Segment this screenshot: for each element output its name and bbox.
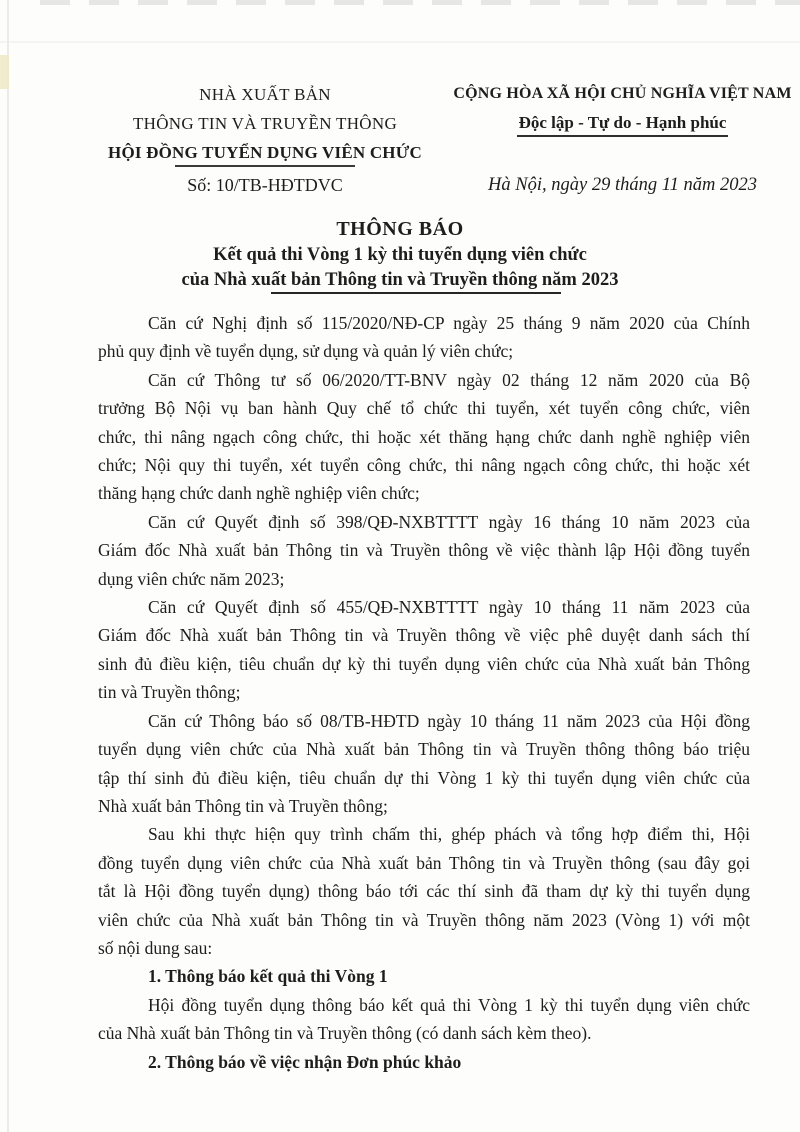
council-underline <box>175 165 355 167</box>
paragraph-line: tập thí sinh đủ điều kiện, tiêu chuẩn dự thi Vòng 1 kỳ thi tuyển dụng viên chức của <box>98 767 750 788</box>
paragraph-line: Căn cứ Thông tư số 06/2020/TT-BNV ngày 02 tháng 12 năm 2020 của Bộ <box>148 369 750 390</box>
title-line2-post: m 2023 <box>561 270 619 290</box>
issuing-org-block <box>90 84 440 196</box>
paragraph-line: Căn cứ Quyết định số 398/QĐ-NXBTTTT ngày 16 tháng 10 năm 2023 của <box>148 511 750 532</box>
paragraph-line: trưởng Bộ Nội vụ ban hành Quy chế tổ chức thi tuyển, xét tuyển công chức, viên <box>98 398 750 419</box>
paragraph-line: tuyển dụng viên chức của Nhà xuất bản Thông tin và Truyền thông thông báo triệu <box>98 739 750 760</box>
place-and-date: Hà Nội, ngày 29 tháng 11 năm 2023 <box>488 175 757 195</box>
paragraph-line: số nội dung sau: <box>98 937 213 958</box>
national-header-block <box>450 84 795 197</box>
section-heading: 1. Thông báo kết quả thi Vòng 1 <box>148 966 388 987</box>
scan-artifact-streak <box>0 41 800 43</box>
title-line2 <box>0 268 800 293</box>
paragraph-line: chức, thi nâng ngạch công chức, thi hoặc xét thăng hạng chức danh nghề nghiệp viên <box>98 426 750 447</box>
title-line1: Kết quả thi Vòng 1 kỳ thi tuyển dụng viên chức <box>213 245 587 265</box>
scan-artifact-yellow-mark <box>0 55 9 89</box>
paragraph-line: chức; Nội quy thi tuyển, xét tuyển công chức, thi nâng ngạch công chức, thi hoặc xét <box>98 455 750 476</box>
document-number: Số: 10/TB-HĐTDVC <box>187 175 343 195</box>
paragraph-line: dụng viên chức năm 2023; <box>98 568 285 589</box>
paragraph-line: phủ quy định về tuyển dụng, sử dụng và quản lý viên chức; <box>98 341 514 362</box>
paragraph-line: Căn cứ Thông báo số 08/TB-HĐTD ngày 10 tháng 11 năm 2023 của Hội đồng <box>148 710 750 731</box>
national-motto: Độc lập - Tự do - Hạnh phúc <box>517 112 729 137</box>
title-line2-underlined: ất bản Thông tin và Truyền thông nă <box>271 270 561 294</box>
title-label: THÔNG BÁO <box>336 218 464 240</box>
country-name: CỘNG HÒA XÃ HỘI CHỦ NGHĨA VIỆT NAM <box>453 85 792 102</box>
scan-artifact-top-edge <box>40 0 800 5</box>
scan-artifact-left-edge <box>7 0 9 1132</box>
paragraph-line: Nhà xuất bản Thông tin và Truyền thông; <box>98 795 388 816</box>
paragraph-line: tắt là Hội đồng tuyển dụng) thông báo tới các thí sinh đã tham dự kỳ thi tuyển dụng <box>98 881 750 902</box>
paragraph-line: tin và Truyền thông; <box>98 682 241 703</box>
document-body <box>98 309 750 1076</box>
council-name: HỘI ĐỒNG TUYỂN DỤNG VIÊN CHỨC <box>108 143 422 162</box>
org-name-line1: NHÀ XUẤT BẢN <box>199 85 331 104</box>
paragraph-line: thăng hạng chức danh nghề nghiệp viên chức; <box>98 483 420 504</box>
org-name-line2: THÔNG TIN VÀ TRUYỀN THÔNG <box>132 114 398 133</box>
paragraph-line: Hội đồng tuyển dụng thông báo kết quả thi Vòng 1 kỳ thi tuyển dụng viên chức <box>148 994 750 1015</box>
document-title-block <box>0 216 800 293</box>
paragraph-line: Căn cứ Quyết định số 455/QĐ-NXBTTTT ngày 10 tháng 11 năm 2023 của <box>148 597 750 618</box>
paragraph-line: Căn cứ Nghị định số 115/2020/NĐ-CP ngày 25 tháng 9 năm 2020 của Chính <box>148 313 750 333</box>
paragraph-line: Giám đốc Nhà xuất bản Thông tin và Truyền thông về việc phê duyệt danh sách thí <box>98 625 750 646</box>
paragraph-line: Giám đốc Nhà xuất bản Thông tin và Truyền thông về việc thành lập Hội đồng tuyển <box>98 540 750 561</box>
paragraph-line: sinh đủ điều kiện, tiêu chuẩn dự kỳ thi tuyển dụng viên chức của Nhà xuất bản Thông <box>98 653 750 674</box>
paragraph-line: đồng tuyển dụng viên chức của Nhà xuất bản Thông tin và Truyền thông (sau đây gọi <box>98 852 750 873</box>
section-heading: 2. Thông báo về việc nhận Đơn phúc khảo <box>148 1051 462 1072</box>
title-line2-pre: của Nhà xu <box>181 270 271 290</box>
paragraph-line: Sau khi thực hiện quy trình chấm thi, ghép phách và tổng hợp điểm thi, Hội <box>148 824 750 845</box>
paragraph-line: của Nhà xuất bản Thông tin và Truyền thông (có danh sách kèm theo). <box>98 1023 592 1044</box>
paragraph-line: viên chức của Nhà xuất bản Thông tin và Truyền thông năm 2023 (Vòng 1) với một <box>98 909 750 930</box>
